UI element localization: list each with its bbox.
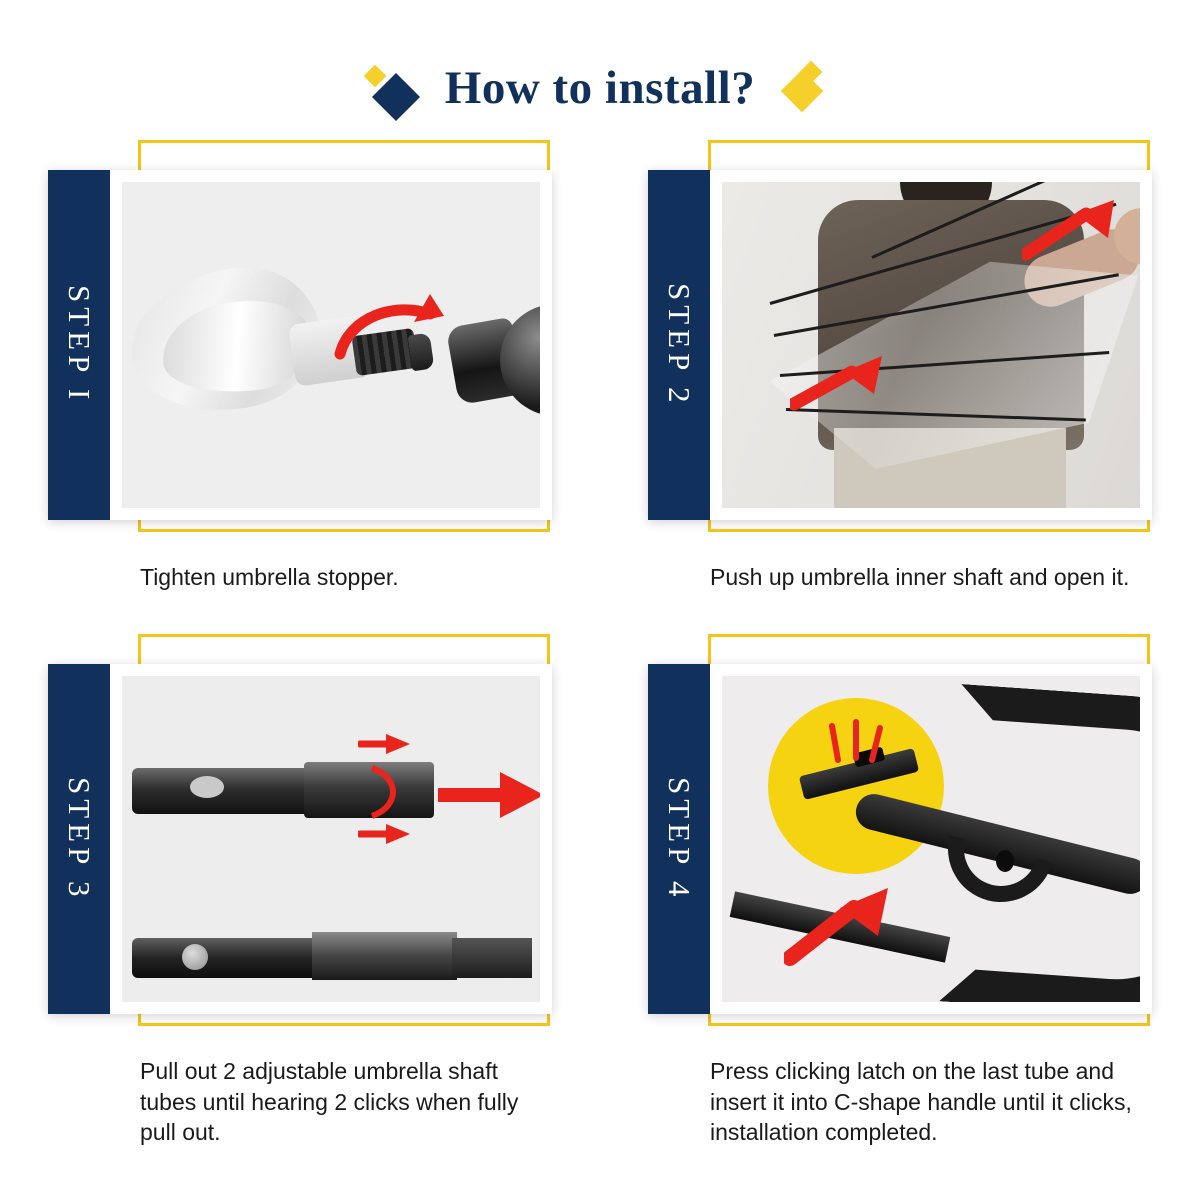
title-decor-left bbox=[367, 58, 419, 118]
step-3-photo bbox=[122, 676, 540, 1002]
step-2-frame bbox=[648, 140, 1152, 540]
step-4-badge bbox=[648, 664, 710, 1014]
step-2-photo bbox=[722, 182, 1140, 508]
step-3-badge-label: STEP 3 bbox=[62, 777, 97, 902]
arrow-up-right-icon bbox=[1022, 198, 1118, 262]
step-1-frame bbox=[48, 140, 552, 540]
step-4-card bbox=[648, 664, 1152, 1014]
step-2-badge bbox=[648, 170, 710, 520]
step-card-1 bbox=[0, 140, 600, 592]
step-1-photo bbox=[122, 182, 540, 508]
step-3-frame bbox=[48, 634, 552, 1034]
arrow-up-right-icon bbox=[790, 354, 886, 414]
step-1-caption: Tighten umbrella stopper. bbox=[140, 564, 399, 590]
arrow-right-icon bbox=[438, 768, 540, 822]
step-2-badge-label: STEP 2 bbox=[662, 282, 697, 408]
diamond-icon bbox=[363, 65, 386, 88]
arrow-right-icon bbox=[358, 732, 412, 756]
step-1-card bbox=[48, 170, 552, 520]
step-2-card bbox=[648, 170, 1152, 520]
step-4-frame bbox=[648, 634, 1152, 1034]
step-1-badge-label: STEP I bbox=[62, 285, 97, 405]
page-title-row bbox=[0, 48, 1200, 128]
step-4-caption: Press clicking latch on the last tube and insert it into C-shape handle until it clicks, installation completed. bbox=[710, 1058, 1132, 1146]
step-3-caption: Pull out 2 adjustable umbrella shaft tubes until hearing 2 clicks when fully pull out. bbox=[140, 1058, 519, 1146]
step-2-caption: Push up umbrella inner shaft and open it. bbox=[710, 564, 1130, 590]
steps-grid bbox=[0, 140, 1200, 1147]
click-spark-icon bbox=[828, 718, 888, 766]
page-title: How to install? bbox=[444, 62, 756, 114]
title-decor-right bbox=[781, 58, 833, 118]
step-4-photo bbox=[722, 676, 1140, 1002]
curved-arrow-icon bbox=[334, 288, 444, 368]
step-3-card bbox=[48, 664, 552, 1014]
arrow-right-icon bbox=[358, 822, 412, 846]
rotation-arc-icon bbox=[358, 762, 428, 822]
step-card-2 bbox=[600, 140, 1200, 592]
step-card-3 bbox=[0, 634, 600, 1147]
step-1-badge bbox=[48, 170, 110, 520]
arrow-up-right-icon bbox=[784, 886, 894, 966]
step-4-badge-label: STEP 4 bbox=[662, 777, 697, 902]
steps-row-2 bbox=[0, 634, 1200, 1147]
step-3-badge bbox=[48, 664, 110, 1014]
steps-row-1 bbox=[0, 140, 1200, 592]
step-card-4 bbox=[600, 634, 1200, 1147]
